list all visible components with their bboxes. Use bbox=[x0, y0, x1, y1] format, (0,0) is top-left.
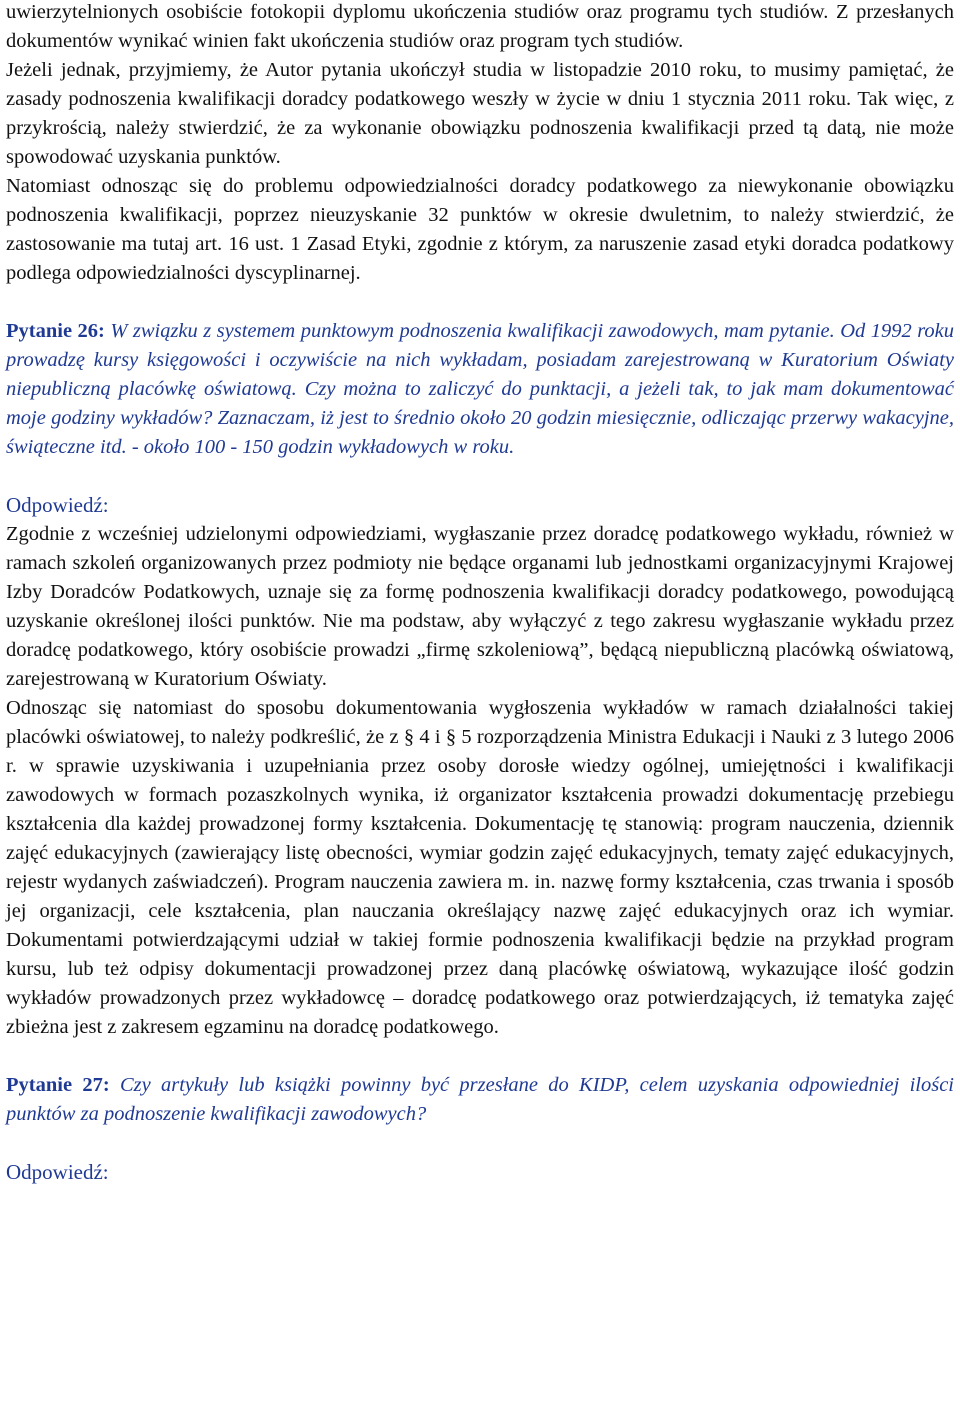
question-27 bbox=[6, 1071, 954, 1129]
answer-27-label: Odpowiedź: bbox=[6, 1160, 109, 1184]
question-26-label: Pytanie 26: bbox=[6, 320, 105, 342]
spacer bbox=[6, 288, 954, 317]
intro-paragraph-3: Natomiast odnosząc się do problemu odpowiedzialności doradcy podatkowego za niewykonanie obowiązku podnoszenia kwalifikacji, poprzez nieuzyskanie 32 punktów w okresie dwuletnim, to należy stwierdzić, że zastosowanie ma tutaj art. 16 ust. 1 Zasad Etyki, zgodnie z którym, za naruszenie zasad etyki doradca podatkowy podlega odpowiedzialności dyscyplinarnej. bbox=[6, 175, 954, 284]
question-26 bbox=[6, 317, 954, 462]
document-page bbox=[6, 0, 954, 1187]
intro-paragraph-1: uwierzytelnionych osobiście fotokopii dyplomu ukończenia studiów oraz programu tych studiów. Z przesłanych dokumentów wynikać winien fakt ukończenia studiów oraz program tych studiów. bbox=[6, 1, 954, 52]
question-27-label: Pytanie 27: bbox=[6, 1074, 110, 1096]
answer-26-paragraph-2: Odnosząc się natomiast do sposobu dokumentowania wygłoszenia wykładów w ramach działalności takiej placówki oświatowej, to należy podkreślić, że z § 4 i § 5 rozporządzenia Ministra Edukacji i Nauki z 3 lutego 2006 r. w sprawie uzyskiwania i uzupełniania przez osoby dorosłe wiedzy ogólnej, umiejętności i kwalifikacji zawodowych w formach pozaszkolnych wynika, iż organizator kształcenia prowadzi dokumentację przebiegu kształcenia dla każdej prowadzonej formy kształcenia. Dokumentację tę stanowią: program nauczenia, dziennik zajęć edukacyjnych (zawierający listę obecności, wymiar godzin zajęć edukacyjnych, tematy zajęć edukacyjnych, rejestr wydanych zaświadczeń). Program nauczenia zawiera m. in. nazwę formy kształcenia, czas trwania i sposób jej organizacji, cele kształcenia, plan nauczania określający nazwę zajęć edukacyjnych oraz ich wymiar. Dokumentami potwierdzającymi udział w takiej formie podnoszenia kwalifikacji będzie na przykład program kursu, lub też odpisy dokumentacji prowadzonej przez daną placówkę oświatową, wykazujące ilość godzin wykładów prowadzonych przez wykładowcę – doradcę podatkowego oraz potwierdzających, iż tematyka zajęć zbieżna jest z zakresem egzaminu na doradcę podatkowego. bbox=[6, 697, 954, 1038]
spacer bbox=[6, 1042, 954, 1071]
question-26-text: W związku z systemem punktowym podnoszenia kwalifikacji zawodowych, mam pytanie. Od 1992 roku prowadzę kursy księgowości i oczywiście na nich wykładam, posiadam zarejestrowaną w Kuratorium Oświaty niepubliczną placówkę oświatową. Czy można to zaliczyć do punktacji, a jeżeli tak, to jak mam dokumentować moje godziny wykładów? Zaznaczam, iż jest to średnio około 20 godzin miesięcznie, odliczając przerwy wakacyjne, świąteczne itd. - około 100 - 150 godzin wykładowych w roku. bbox=[6, 320, 955, 458]
question-27-text: Czy artykuły lub książki powinny być przesłane do KIDP, celem uzyskania odpowiedniej ilości punktów za podnoszenie kwalifikacji zawodowych? bbox=[6, 1074, 954, 1125]
intro-paragraph-2: Jeżeli jednak, przyjmiemy, że Autor pytania ukończył studia w listopadzie 2010 roku, to musimy pamiętać, że zasady podnoszenia kwalifikacji doradcy podatkowego weszły w życie w dniu 1 stycznia 2011 roku. Tak więc, z przykrością, należy stwierdzić, że za wykonanie obowiązku podnoszenia kwalifikacji przed tą datą, nie może spowodować uzyskania punktów. bbox=[6, 59, 954, 168]
answer-26-paragraph-1: Zgodnie z wcześniej udzielonymi odpowiedziami, wygłaszanie przez doradcę podatkowego wykładu, również w ramach szkoleń organizowanych przez podmioty nie będące organami lub jednostkami organizacyjnymi Krajowej Izby Doradców Podatkowych, uznaje się za formę podnoszenia kwalifikacji doradcy podatkowego, powodującą uzyskanie określonej ilości punktów. Nie ma podstaw, aby wyłączyć z tego zakresu wygłaszanie wykładu przez doradcę podatkowego, który osobiście prowadzi „firmę szkoleniową”, będącą niepubliczną placówką oświatową, zarejestrowaną w Kuratorium Oświaty. bbox=[6, 523, 954, 690]
spacer bbox=[6, 462, 954, 491]
answer-26-label: Odpowiedź: bbox=[6, 493, 109, 517]
spacer bbox=[6, 1129, 954, 1158]
